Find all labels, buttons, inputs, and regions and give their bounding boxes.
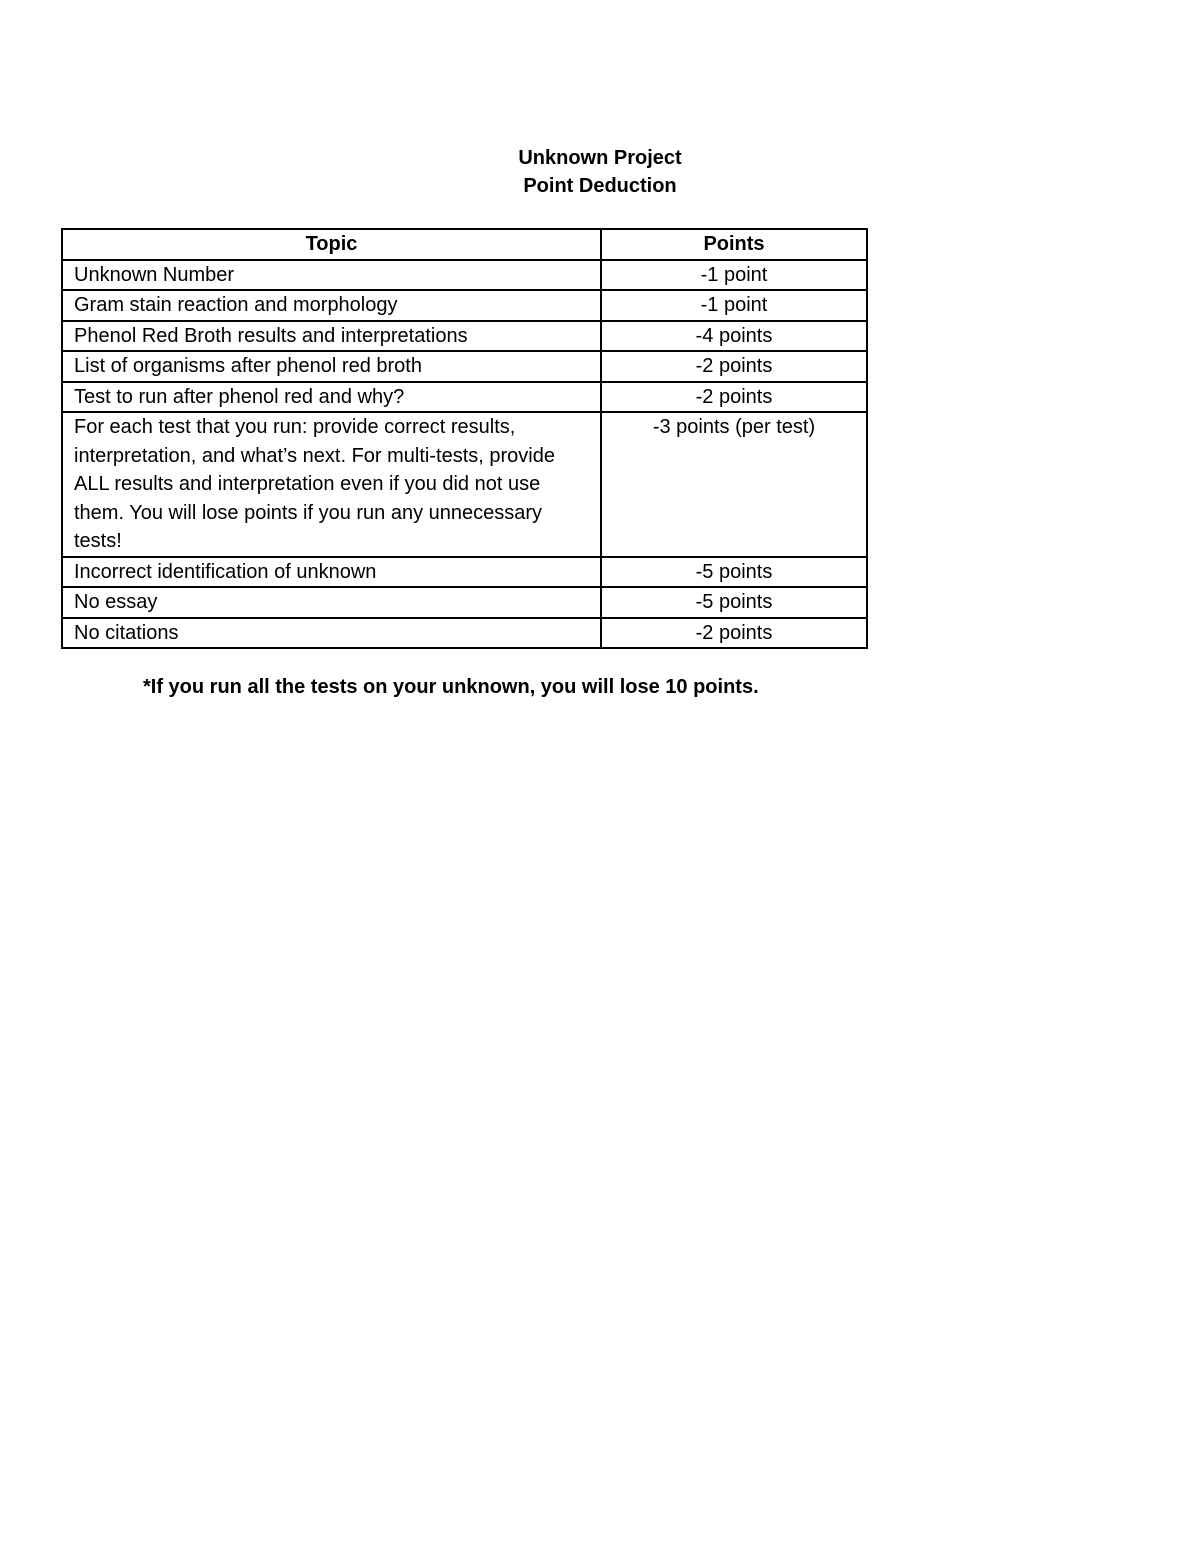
table-row xyxy=(62,557,867,588)
row-points: -2 points xyxy=(601,382,867,413)
table-row xyxy=(62,382,867,413)
footnote: *If you run all the tests on your unknown, you will lose 10 points. xyxy=(143,676,759,698)
table-row xyxy=(62,351,867,382)
row-topic: Phenol Red Broth results and interpretations xyxy=(62,321,601,352)
table-row xyxy=(62,260,867,291)
point-deduction-table xyxy=(61,228,868,649)
title-line-1: Unknown Project xyxy=(518,147,682,169)
row-points: -1 point xyxy=(601,290,867,321)
table-row xyxy=(62,412,867,557)
row-points: -5 points xyxy=(601,557,867,588)
table-row xyxy=(62,618,867,649)
table-row xyxy=(62,321,867,352)
row-topic: For each test that you run: provide correct results, interpretation, and what’s next. For multi-tests, provide ALL results and interpretation even if you did not use them. You will lose points if you run any unnecessary tests! xyxy=(62,412,601,557)
row-topic: List of organisms after phenol red broth xyxy=(62,351,601,382)
row-points: -3 points (per test) xyxy=(601,412,867,557)
header-topic: Topic xyxy=(62,229,601,260)
title-line-2: Point Deduction xyxy=(523,175,677,197)
row-points: -1 point xyxy=(601,260,867,291)
row-topic: Test to run after phenol red and why? xyxy=(62,382,601,413)
row-points: -4 points xyxy=(601,321,867,352)
row-topic: Unknown Number xyxy=(62,260,601,291)
table-row xyxy=(62,290,867,321)
row-points: -2 points xyxy=(601,618,867,649)
row-points: -2 points xyxy=(601,351,867,382)
table-header-row xyxy=(62,229,867,260)
document-title xyxy=(0,144,1200,200)
header-points: Points xyxy=(601,229,867,260)
row-points: -5 points xyxy=(601,587,867,618)
table-row xyxy=(62,587,867,618)
row-topic: No essay xyxy=(62,587,601,618)
row-topic: No citations xyxy=(62,618,601,649)
row-topic: Incorrect identification of unknown xyxy=(62,557,601,588)
row-topic: Gram stain reaction and morphology xyxy=(62,290,601,321)
